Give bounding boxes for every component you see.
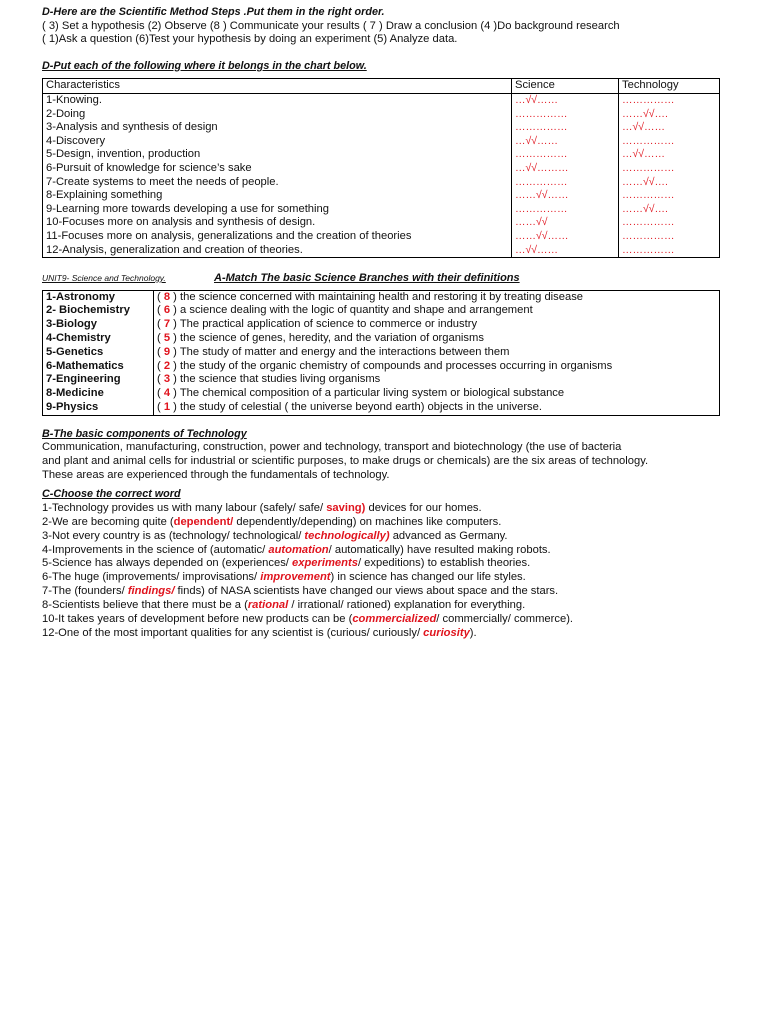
characteristic-cell: 4-Discovery [43,135,512,149]
sentence-start: 10-It takes years of development before new products can be ( [42,612,353,625]
characteristic-cell: 9-Learning more towards developing a use for something [43,203,512,217]
branch-definition: ( 6 ) a science dealing with the logic of quantity and shape and arrangement [154,304,720,318]
technology-answer-cell: ……√√…. [619,203,720,217]
match-number: 5 [163,332,171,345]
characteristic-cell: 10-Focuses more on analysis and synthesis of design. [43,216,512,230]
science-answer-cell: ……√√…… [512,189,619,203]
sentence-end: / expeditions) to establish theories. [357,557,531,570]
chart-section-title: D-Put each of the following where it belongs in the chart below. [42,59,367,72]
list-item [42,599,732,613]
technology-answer-cell: …………… [619,135,720,149]
science-answer-cell: …√√…… [512,244,619,258]
list-item [42,585,732,599]
list-item [42,544,732,558]
science-answer-cell: …………… [512,148,619,162]
table-row [43,93,720,107]
scientific-method-line-2: ( 1)Ask a question (6)Test your hypothesis by doing an experiment (5) Analyze data. [42,33,458,46]
branch-definition: ( 2 ) the study of the organic chemistry of compounds and processes occurring in organisms [154,360,720,374]
scientific-method-line-1: ( 3) Set a hypothesis (2) Observe (8 ) Communicate your results ( 7 ) Draw a conclusion (4 )Do background research [42,19,620,32]
branch-name: 1-Astronomy [43,290,154,304]
science-answer-cell: ……√√…… [512,230,619,244]
science-answer-cell: …√√…… [512,135,619,149]
header-technology: Technology [619,79,720,94]
science-answer-cell: …………… [512,176,619,190]
science-answer-cell: …√√……… [512,162,619,176]
table-row [43,176,720,190]
technology-answer-cell: …………… [619,93,720,107]
sentence-end: ) in science has changed our life styles. [330,571,526,584]
technology-answer-cell: …√√…… [619,148,720,162]
components-title: B-The basic components of Technology [42,427,247,440]
list-item [42,613,732,627]
branch-name: 3-Biology [43,318,154,332]
sentence-end: / commercially/ commerce). [436,612,574,625]
science-answer-cell: …………… [512,108,619,122]
branch-name: 6-Mathematics [43,360,154,374]
table-row [43,387,720,401]
scientific-method-title: D-Here are the Scientific Method Steps .Put them in the right order. [42,6,385,18]
sentence-end: devices for our homes. [365,501,482,514]
match-number: 8 [163,290,171,303]
sentence-end: dependently/depending) on machines like computers. [233,515,502,528]
table-row [43,332,720,346]
technology-answer-cell: …√√…… [619,121,720,135]
definition-text: the study of the organic chemistry of compounds and processes occurring in organisms [180,359,613,372]
table-row [43,108,720,122]
sentence-start: 7-The (founders/ [42,585,128,598]
answer-word: commercialized [352,612,437,625]
branch-name: 8-Medicine [43,387,154,401]
definition-text: The study of matter and energy and the interactions between them [179,345,510,358]
definition-text: a science dealing with the logic of quantity and shape and arrangement [180,304,533,317]
answer-word: saving) [326,501,366,514]
branch-definition: ( 1 ) the study of celestial ( the universe beyond earth) objects in the universe. [154,401,720,415]
sentence-start: 12-One of the most important qualities for any scientist is (curious/ curiously/ [42,626,424,639]
characteristic-cell: 6-Pursuit of knowledge for science’s sake [43,162,512,176]
components-line: Communication, manufacturing, construction, power and technology, transport and biotechnology (the use of bacteria [42,441,622,454]
branch-definition: ( 3 ) the science that studies living organisms [154,373,720,387]
answer-word: technologically) [304,529,390,542]
sentence-start: 6-The huge (improvements/ improvisations/ [42,571,261,584]
list-item [42,502,732,516]
sentence-start: 1-Technology provides us with many labour (safely/ safe/ [42,501,327,514]
definition-text: The chemical composition of a particular living system or biological substance [179,387,565,400]
sentence-end: / automatically) have resulted making robots. [328,543,551,556]
branches-matching-table [42,290,720,416]
answer-word: experiments [292,557,358,570]
match-number: 7 [163,318,171,331]
answer-word: automation [268,543,329,556]
sentence-end: finds) of NASA scientists have changed our views about space and the stars. [174,585,559,598]
science-answer-cell: …………… [512,121,619,135]
match-number: 9 [163,345,171,358]
branch-definition: ( 9 ) The study of matter and energy and the interactions between them [154,346,720,360]
science-answer-cell: …√√…… [512,93,619,107]
branch-name: 7-Engineering [43,373,154,387]
definition-text: The practical application of science to commerce or industry [179,318,478,331]
match-number: 6 [163,304,171,317]
matching-title: A-Match The basic Science Branches with their definitions [214,272,520,285]
characteristics-table [42,78,720,258]
list-item [42,530,732,544]
choose-word-list [42,502,732,641]
components-line: and plant and animal cells for industrial or scientific purposes, to make drugs or chemicals) are the six areas of technology. [42,455,649,468]
branch-name: 4-Chemistry [43,332,154,346]
characteristic-cell: 1-Knowing. [43,93,512,107]
header-characteristics: Characteristics [43,79,512,94]
answer-word: improvement [260,571,331,584]
characteristic-cell: 3-Analysis and synthesis of design [43,121,512,135]
sentence-start: 8-Scientists believe that there must be a ( [42,599,248,612]
definition-text: the science concerned with maintaining health and restoring it by treating disease [180,290,584,303]
table-row [43,135,720,149]
technology-answer-cell: ……√√…. [619,176,720,190]
match-number: 4 [163,387,171,400]
table-row [43,203,720,217]
definition-text: the science of genes, heredity, and the variation of organisms [180,332,484,345]
components-paragraph [42,441,732,482]
table-row [43,162,720,176]
unit-label: UNIT9- Science and Technology. [42,273,166,284]
components-line: These areas are experienced through the fundamentals of technology. [42,468,390,481]
sentence-start: 2-We are becoming quite ( [42,515,174,528]
sentence-end: / irrational/ rationed) explanation for everything. [288,599,526,612]
sentence-end: ). [469,626,477,639]
table-row [43,230,720,244]
technology-answer-cell: …………… [619,162,720,176]
technology-answer-cell: …………… [619,244,720,258]
table-header-row [43,79,720,94]
table-row [43,244,720,258]
table-row [43,373,720,387]
match-number: 1 [163,401,171,414]
science-answer-cell: …………… [512,203,619,217]
worksheet [42,6,732,641]
characteristic-cell: 2-Doing [43,108,512,122]
table-row [43,121,720,135]
technology-answer-cell: …………… [619,230,720,244]
definition-text: the study of celestial ( the universe beyond earth) objects in the universe. [180,401,542,414]
characteristic-cell: 5-Design, invention, production [43,148,512,162]
answer-word: findings/ [127,585,175,598]
technology-answer-cell: …………… [619,189,720,203]
answer-word: dependent/ [173,515,234,528]
list-item [42,557,732,571]
header-science: Science [512,79,619,94]
sentence-start: 3-Not every country is as (technology/ technological/ [42,529,305,542]
table-row [43,216,720,230]
match-number: 2 [163,359,171,372]
table-row [43,148,720,162]
table-row [43,401,720,415]
match-number: 3 [163,373,171,386]
characteristic-cell: 8-Explaining something [43,189,512,203]
table-row [43,304,720,318]
branch-name: 2- Biochemistry [43,304,154,318]
branch-name: 9-Physics [43,401,154,415]
branch-definition: ( 7 ) The practical application of science to commerce or industry [154,318,720,332]
table-row [43,360,720,374]
sentence-start: 5-Science has always depended on (experiences/ [42,557,293,570]
answer-word: curiosity [423,626,470,639]
definition-text: the science that studies living organisms [180,373,381,386]
table-row [43,290,720,304]
table-row [43,318,720,332]
table-row [43,189,720,203]
list-item [42,627,732,641]
branch-definition: ( 4 ) The chemical composition of a particular living system or biological substance [154,387,720,401]
table-row [43,346,720,360]
sentence-start: 4-Improvements in the science of (automatic/ [42,543,269,556]
list-item [42,516,732,530]
technology-answer-cell: ……√√…. [619,108,720,122]
branch-definition: ( 8 ) the science concerned with maintaining health and restoring it by treating disease [154,290,720,304]
science-answer-cell: ……√√ [512,216,619,230]
branch-name: 5-Genetics [43,346,154,360]
technology-answer-cell: …………… [619,216,720,230]
answer-word: rational [247,599,289,612]
characteristic-cell: 12-Analysis, generalization and creation of theories. [43,244,512,258]
choose-word-title: C-Choose the correct word [42,488,181,501]
list-item [42,571,732,585]
branch-definition: ( 5 ) the science of genes, heredity, and the variation of organisms [154,332,720,346]
characteristic-cell: 7-Create systems to meet the needs of people. [43,176,512,190]
characteristic-cell: 11-Focuses more on analysis, generalizations and the creation of theories [43,230,512,244]
sentence-end: advanced as Germany. [389,529,508,542]
